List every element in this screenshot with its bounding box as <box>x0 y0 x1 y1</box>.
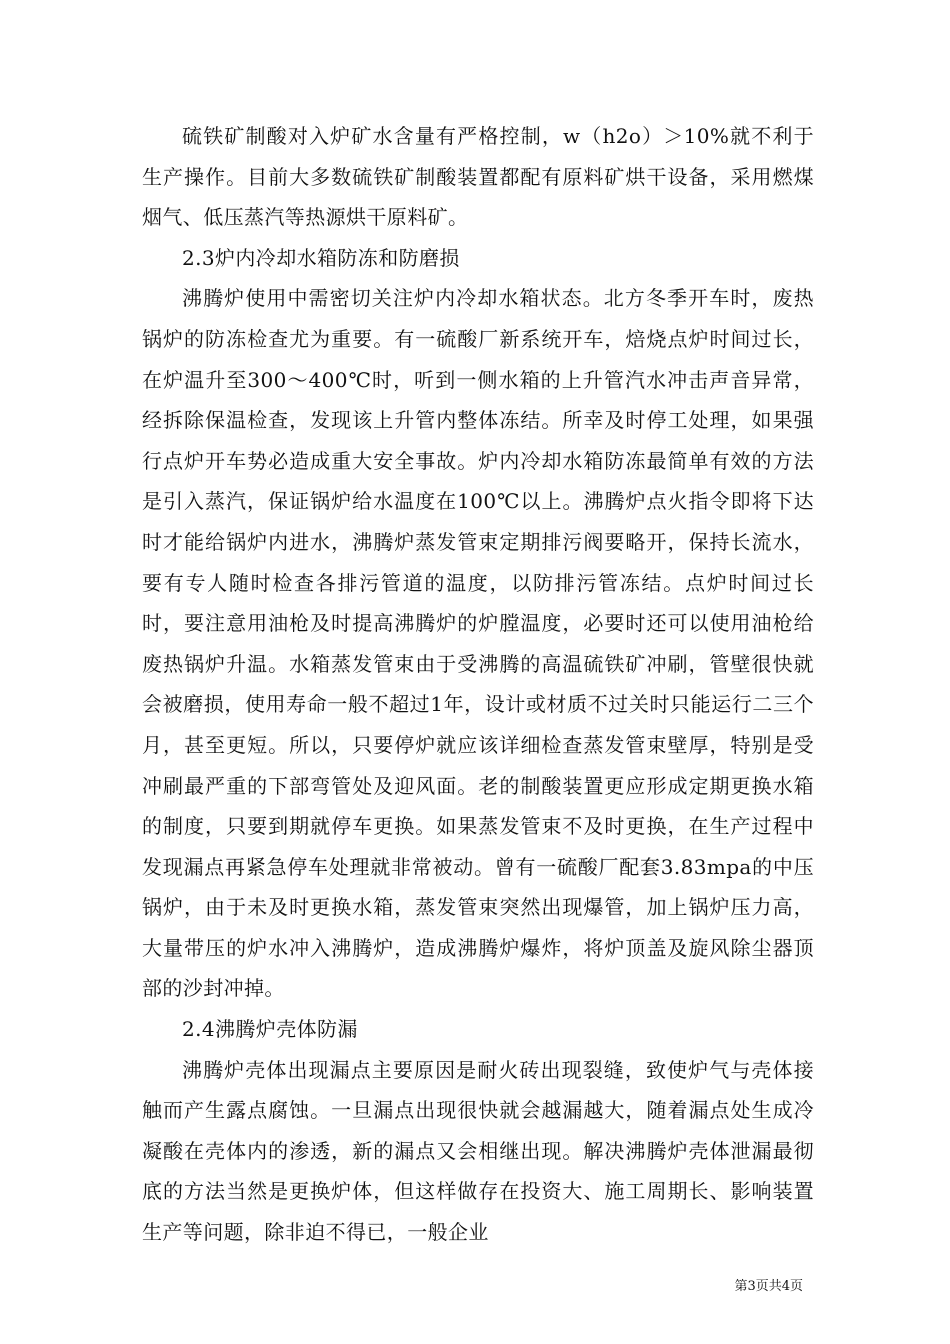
document-body <box>142 116 814 1253</box>
page-number: 第3页共4页 <box>734 1279 803 1294</box>
section-heading-2-4: 2.4沸腾炉壳体防漏 <box>182 1017 358 1042</box>
paragraph-water-box-protection: 沸腾炉使用中需密切关注炉内冷却水箱状态。北方冬季开车时，废热锅炉的防冻检查尤为重要。有一硫酸厂新系统开车，焙烧点炉时间过长，在炉温升至300～400℃时，听到一侧水箱的上升管汽水冲击声音异常，经拆除保温检查，发现该上升管内整体冻结。所幸及时停工处理，如果强行点炉开车势必造成重大安全事故。炉内冷却水箱防冻最简单有效的方法是引入蒸汽，保证锅炉给水温度在100℃以上。沸腾炉点火指令即将下达时才能给锅炉内进水，沸腾炉蒸发管束定期排污阀要略开，保持长流水，要有专人随时检查各排污管道的温度，以防排污管冻结。点炉时间过长时，要注意用油枪及时提高沸腾炉的炉膛温度，必要时还可以使用油枪给废热锅炉升温。水箱蒸发管束由于受沸腾的高温硫铁矿冲刷，管壁很快就会被磨损，使用寿命一般不超过1年，设计或材质不过关时只能运行二三个月，甚至更短。所以，只要停炉就应该详细检查蒸发管束壁厚，特别是受冲刷最严重的下部弯管处及迎风面。老的制酸装置更应形成定期更换水箱的制度，只要到期就停车更换。如果蒸发管束不及时更换，在生产过程中发现漏点再紧急停车处理就非常被动。曾有一硫酸厂配套3.83mpa的中压锅炉，由于未及时更换水箱，蒸发管束突然出现爆管，加上锅炉压力高，大量带压的炉水冲入沸腾炉，造成沸腾炉爆炸，将炉顶盖及旋风除尘器顶部的沙封冲掉。 <box>142 286 814 1001</box>
section-heading-2-3: 2.3炉内冷却水箱防冻和防磨损 <box>182 245 460 270</box>
paragraph-raw-material-moisture: 硫铁矿制酸对入炉矿水含量有严格控制，w（h2o）＞10%就不利于生产操作。目前大多数硫铁矿制酸装置都配有原料矿烘干设备，采用燃煤烟气、低压蒸汽等热源烘干原料矿。 <box>142 124 814 230</box>
paragraph-shell-leak: 沸腾炉壳体出现漏点主要原因是耐火砖出现裂缝，致使炉气与壳体接触而产生露点腐蚀。一旦漏点出现很快就会越漏越大，随着漏点处生成冷凝酸在壳体内的渗透，新的漏点又会相继出现。解决沸腾炉壳体泄漏最彻底的方法当然是更换炉体，但这样做存在投资大、施工周期长、影响装置生产等问题，除非迫不得已，一般企业 <box>142 1057 814 1245</box>
